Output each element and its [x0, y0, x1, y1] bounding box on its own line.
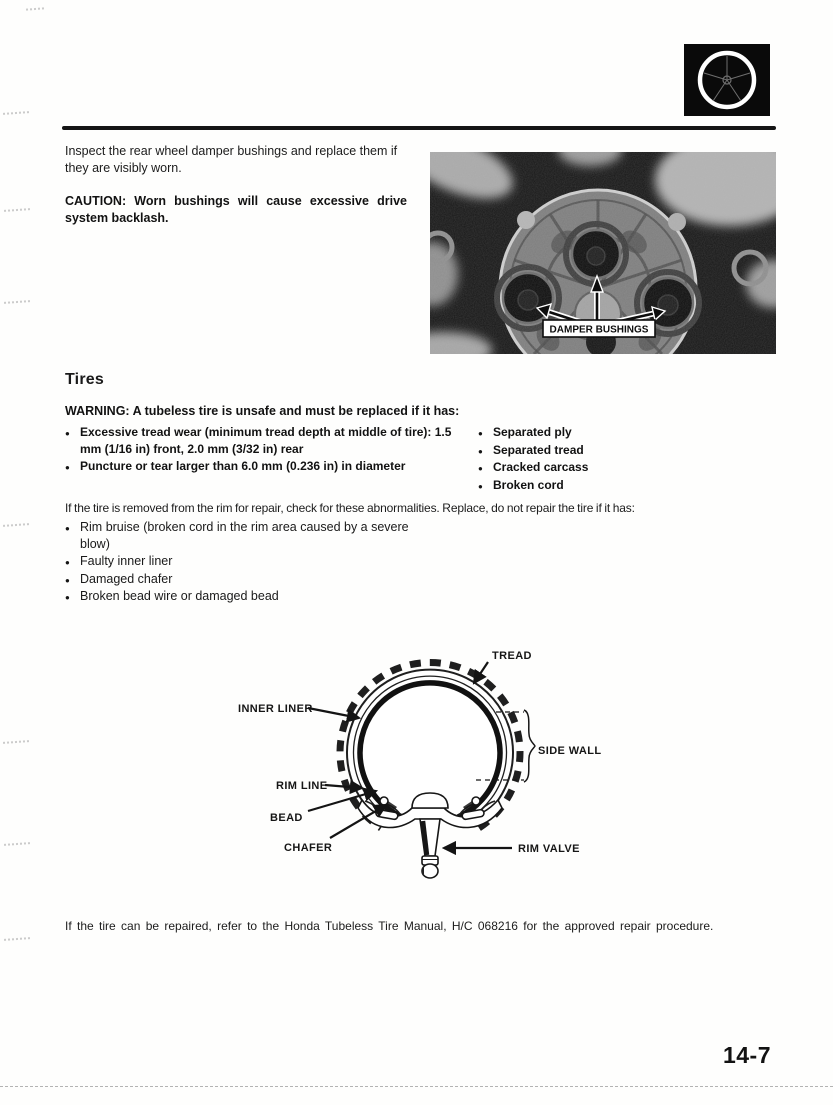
- side-wall-label: SIDE WALL: [538, 745, 602, 757]
- damper-bushings-photo: [430, 152, 776, 354]
- list-item: ● Broken cord: [478, 477, 708, 494]
- scan-mark: [26, 7, 44, 10]
- rim-valve-label: RIM VALVE: [518, 843, 580, 855]
- list-item: ● Separated tread: [478, 442, 708, 459]
- header-rule: [62, 126, 776, 130]
- chafer-label: CHAFER: [284, 842, 333, 854]
- damper-bushings-callout: [543, 320, 655, 337]
- tire-removed-paragraph: If the tire is removed from the rim for repair, check for these abnormalities. Replace, do not repair the tire if it has:: [65, 501, 635, 515]
- scan-mark: [3, 740, 29, 744]
- tires-warning-paragraph: WARNING: A tubeless tire is unsafe and must be replaced if it has:: [65, 404, 460, 418]
- abnormality-list: [65, 519, 417, 606]
- list-item: ● Broken bead wire or damaged bead: [65, 588, 417, 605]
- inner-liner-label: INNER LINER: [238, 703, 313, 715]
- scan-mark: [3, 111, 29, 115]
- tire-diagram: [228, 638, 620, 896]
- list-item: ● Cracked carcass: [478, 459, 708, 476]
- list-item: ● Excessive tread wear (minimum tread depth at middle of tire): 1.5 mm (1/16 in) front, 2.0 mm (3/32 in) rear: [65, 424, 465, 457]
- list-item: ● Faulty inner liner: [65, 553, 417, 570]
- tread-label: TREAD: [492, 650, 532, 662]
- list-item: ● Damaged chafer: [65, 571, 417, 588]
- page-number: 14-7: [722, 1042, 771, 1068]
- tires-heading: Tires: [65, 371, 104, 388]
- list-item: ● Rim bruise (broken cord in the rim area caused by a severe blow): [65, 519, 417, 552]
- wheel-hub-photo-graphic: [430, 152, 776, 354]
- bottom-scan-line: [0, 1086, 833, 1087]
- wheel-icon: [684, 44, 770, 116]
- rim-line-label: RIM LINE: [276, 780, 328, 792]
- bead-label: BEAD: [270, 812, 303, 824]
- scan-mark: [4, 937, 30, 941]
- scan-mark: [4, 208, 30, 212]
- valve-stem: [420, 819, 440, 878]
- warning-list-right: [478, 424, 708, 494]
- scan-mark: [4, 300, 30, 304]
- scan-mark: [4, 842, 30, 846]
- warning-list-left: [65, 424, 465, 476]
- repair-note-paragraph: If the tire can be repaired, refer to the Honda Tubeless Tire Manual, H/C 068216 for the approved repair procedure.: [65, 919, 714, 933]
- list-item: ● Separated ply: [478, 424, 708, 441]
- chapter-icon-box: [684, 44, 770, 116]
- tire-cross-section-graphic: [228, 638, 620, 896]
- scan-mark: [3, 523, 29, 527]
- damper-bushings-label: DAMPER BUSHINGS: [549, 324, 649, 336]
- list-item: ● Puncture or tear larger than 6.0 mm (0.236 in) in diameter: [65, 458, 465, 475]
- caution-paragraph: CAUTION: Worn bushings will cause excessive drive system backlash.: [65, 194, 407, 225]
- damper-intro-paragraph: Inspect the rear wheel damper bushings and replace them if they are visibly worn.: [65, 144, 398, 175]
